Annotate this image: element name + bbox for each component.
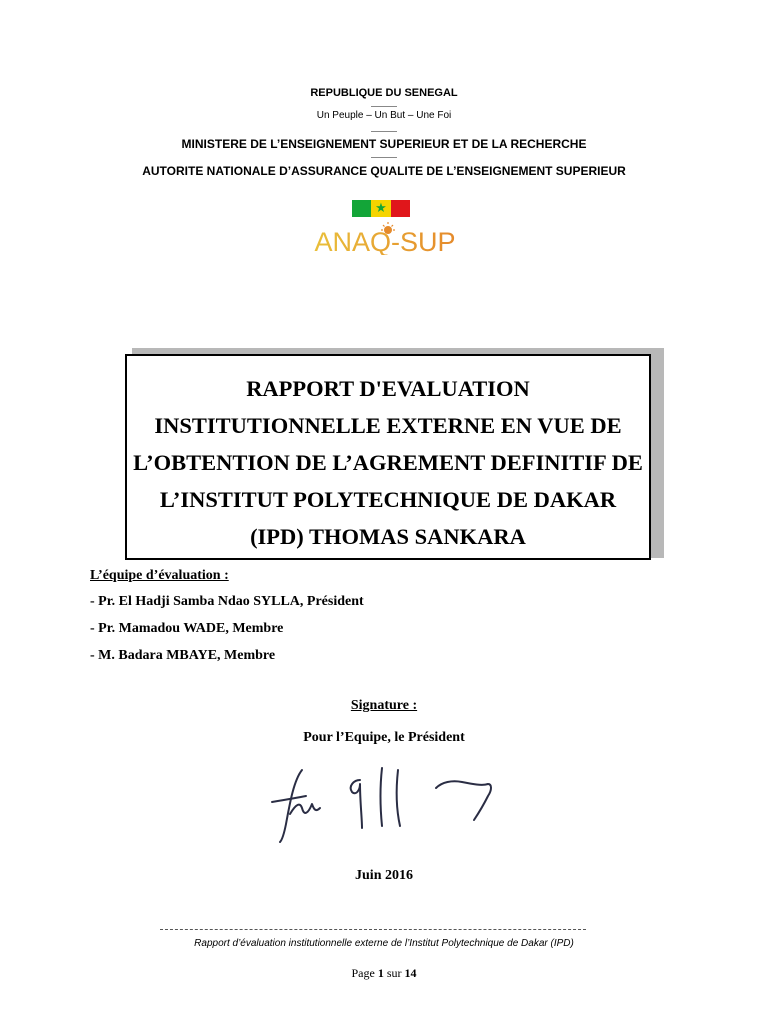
senegal-flag-icon: ★ <box>352 200 410 217</box>
country-name: REPUBLIQUE DU SENEGAL <box>310 87 458 99</box>
authority-name: AUTORITE NATIONALE D’ASSURANCE QUALITE DE L’ENSEIGNEMENT SUPERIEUR <box>142 164 626 178</box>
anaq-sup-logo <box>300 221 470 255</box>
handwritten-signature <box>262 762 502 847</box>
footer-divider <box>160 929 586 930</box>
national-motto: Un Peuple – Un But – Une Foi <box>316 110 452 121</box>
report-title: RAPPORT D'EVALUATION INSTITUTIONNELLE EXTERNE EN VUE DE L’OBTENTION DE L’AGREMENT DEFINITIF DE L’INSTITUT POLYTECHNIQUE DE DAKAR (IPD) THOMAS SANKARA <box>133 376 643 549</box>
signature-heading: Signature : <box>350 698 418 713</box>
signature-role: Pour l’Equipe, le Président <box>303 730 465 745</box>
ministry-name: MINISTERE DE L’ENSEIGNEMENT SUPERIEUR ET DE LA RECHERCHE <box>181 137 587 151</box>
svg-text:ANAQ-SUP: ANAQ-SUP <box>314 227 456 255</box>
footer-text: Rapport d’évaluation institutionnelle externe de l’Institut Polytechnique de Dakar (IPD) <box>194 938 574 949</box>
report-date: Juin 2016 <box>355 868 413 883</box>
divider <box>371 106 397 107</box>
title-box <box>125 354 651 560</box>
team-member: - M. Badara MBAYE, Membre <box>90 648 276 663</box>
divider <box>371 131 397 132</box>
divider <box>371 157 397 158</box>
page-number: Page 1 sur 14 <box>351 966 417 980</box>
team-member: - Pr. El Hadji Samba Ndao SYLLA, Président <box>90 594 364 609</box>
team-heading: L’équipe d’évaluation : <box>90 568 229 583</box>
team-member: - Pr. Mamadou WADE, Membre <box>90 621 284 636</box>
